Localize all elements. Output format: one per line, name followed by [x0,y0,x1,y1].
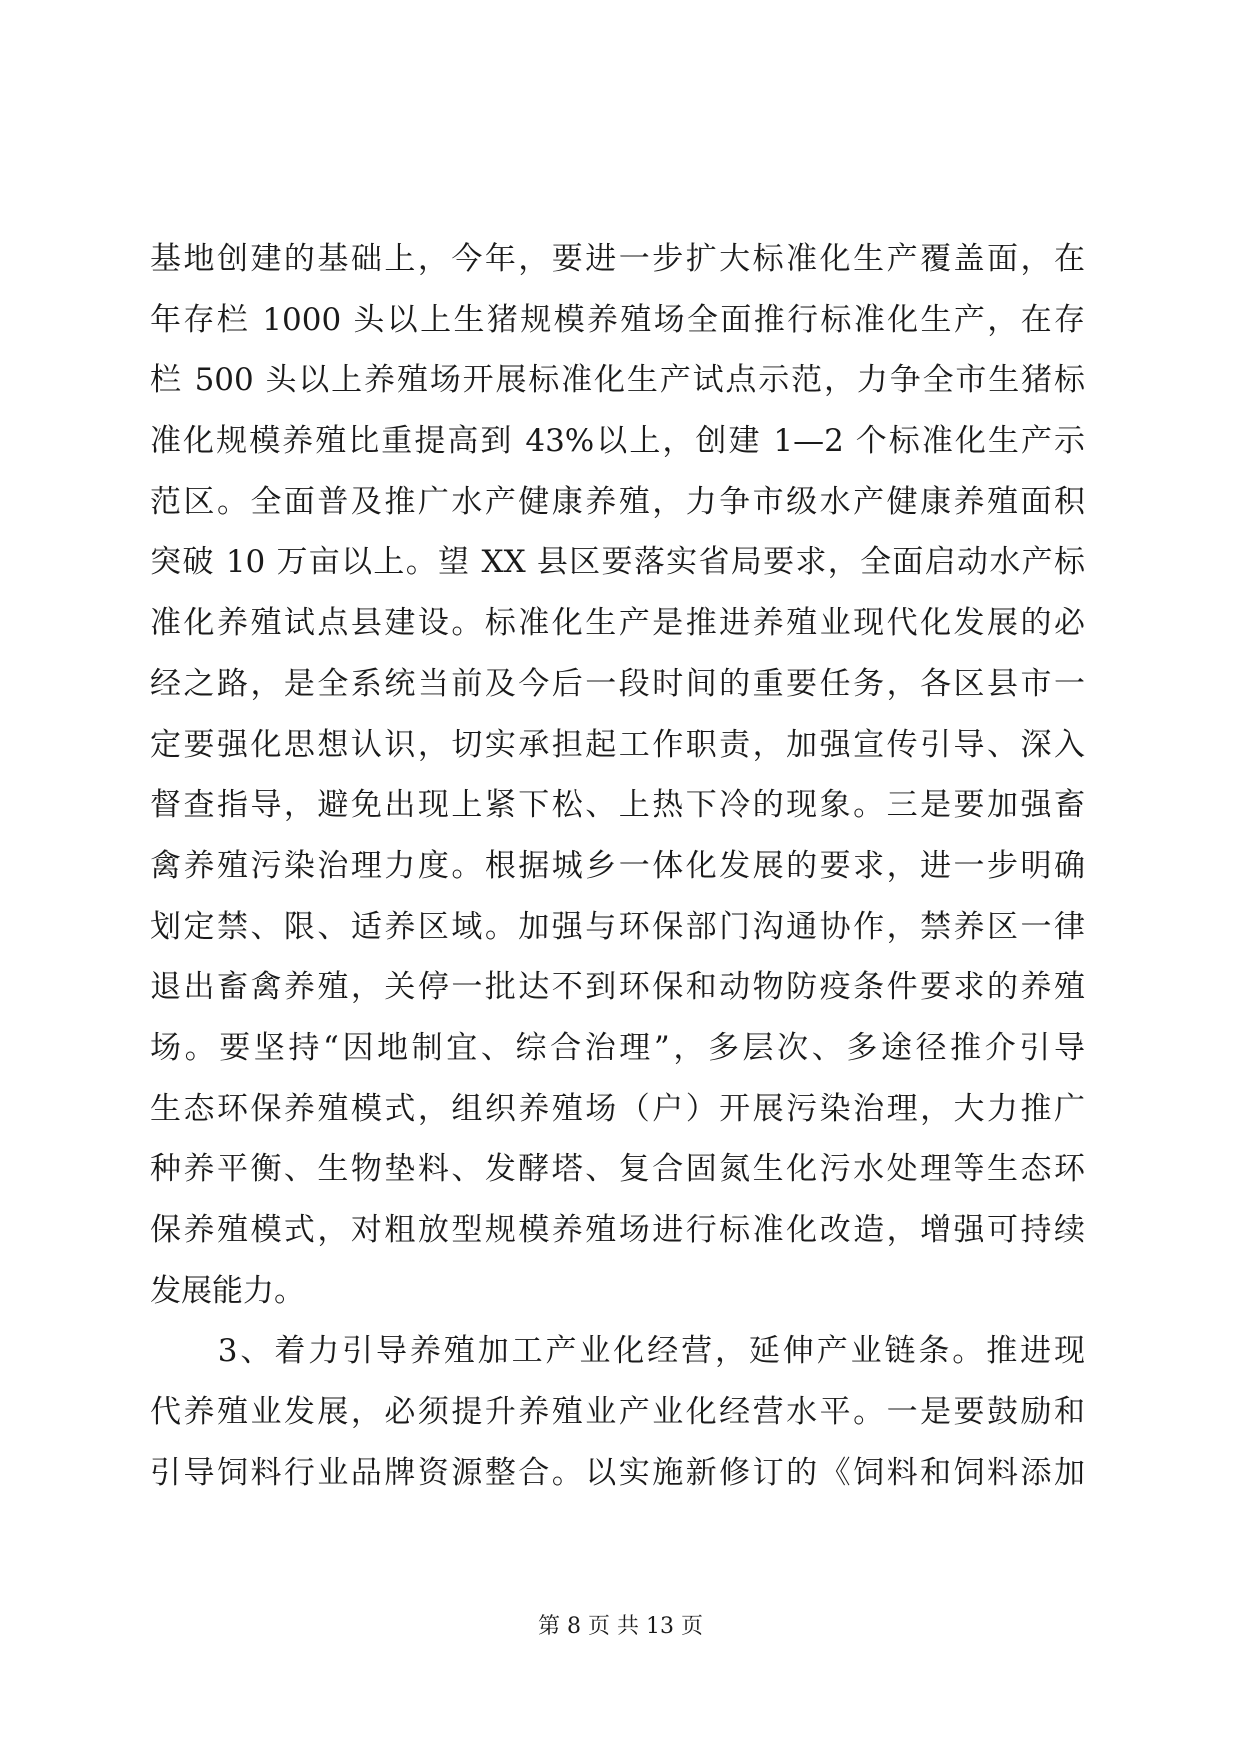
text-line: 栏 500 头以上养殖场开展标准化生产试点示范，力争全市生猪标 [150,362,1085,399]
text-line: 划定禁、限、适养区域。加强与环保部门沟通协作，禁养区一律 [150,908,1085,945]
text-line: 3、着力引导养殖加工产业化经营，延伸产业链条。推进现 [150,1333,1085,1370]
text-line: 定要强化思想认识，切实承担起工作职责，加强宣传引导、深入 [150,726,1085,763]
text-line: 范区。全面普及推广水产健康养殖，力争市级水产健康养殖面积 [150,483,1085,520]
text-line: 准化规模养殖比重提高到 43%以上，创建 1—2 个标准化生产示 [150,423,1085,460]
text-line: 引导饲料行业品牌资源整合。以实施新修订的《饲料和饲料添加 [150,1454,1085,1491]
text-line: 禽养殖污染治理力度。根据城乡一体化发展的要求，进一步明确 [150,847,1085,884]
text-line: 基地创建的基础上，今年，要进一步扩大标准化生产覆盖面，在 [150,241,1085,277]
text-line: 准化养殖试点县建设。标准化生产是推进养殖业现代化发展的必 [150,605,1085,642]
text-line: 经之路，是全系统当前及今后一段时间的重要任务，各区县市一 [150,665,1085,702]
text-line: 年存栏 1000 头以上生猪规模养殖场全面推行标准化生产，在存 [150,301,1085,338]
text-line: 场。要坚持“因地制宜、综合治理”，多层次、多途径推介引导 [150,1029,1085,1066]
text-line: 发展能力。 [150,1272,305,1309]
text-line: 种养平衡、生物垫料、发酵塔、复合固氮生化污水处理等生态环 [150,1151,1085,1188]
page-footer: 第 8 页 共 13 页 [538,1614,703,1639]
body-text [150,229,1085,1503]
text-line: 生态环保养殖模式，组织养殖场（户）开展污染治理，大力推广 [150,1090,1085,1127]
text-line: 保养殖模式，对粗放型规模养殖场进行标准化改造，增强可持续 [150,1212,1085,1248]
text-line: 突破 10 万亩以上。望 XX 县区要落实省局要求，全面启动水产标 [150,544,1085,581]
text-line: 督查指导，避免出现上紧下松、上热下冷的现象。三是要加强畜 [150,787,1085,824]
text-line: 代养殖业发展，必须提升养殖业产业化经营水平。一是要鼓励和 [150,1394,1085,1431]
text-line: 退出畜禽养殖，关停一批达不到环保和动物防疫条件要求的养殖 [150,969,1085,1006]
